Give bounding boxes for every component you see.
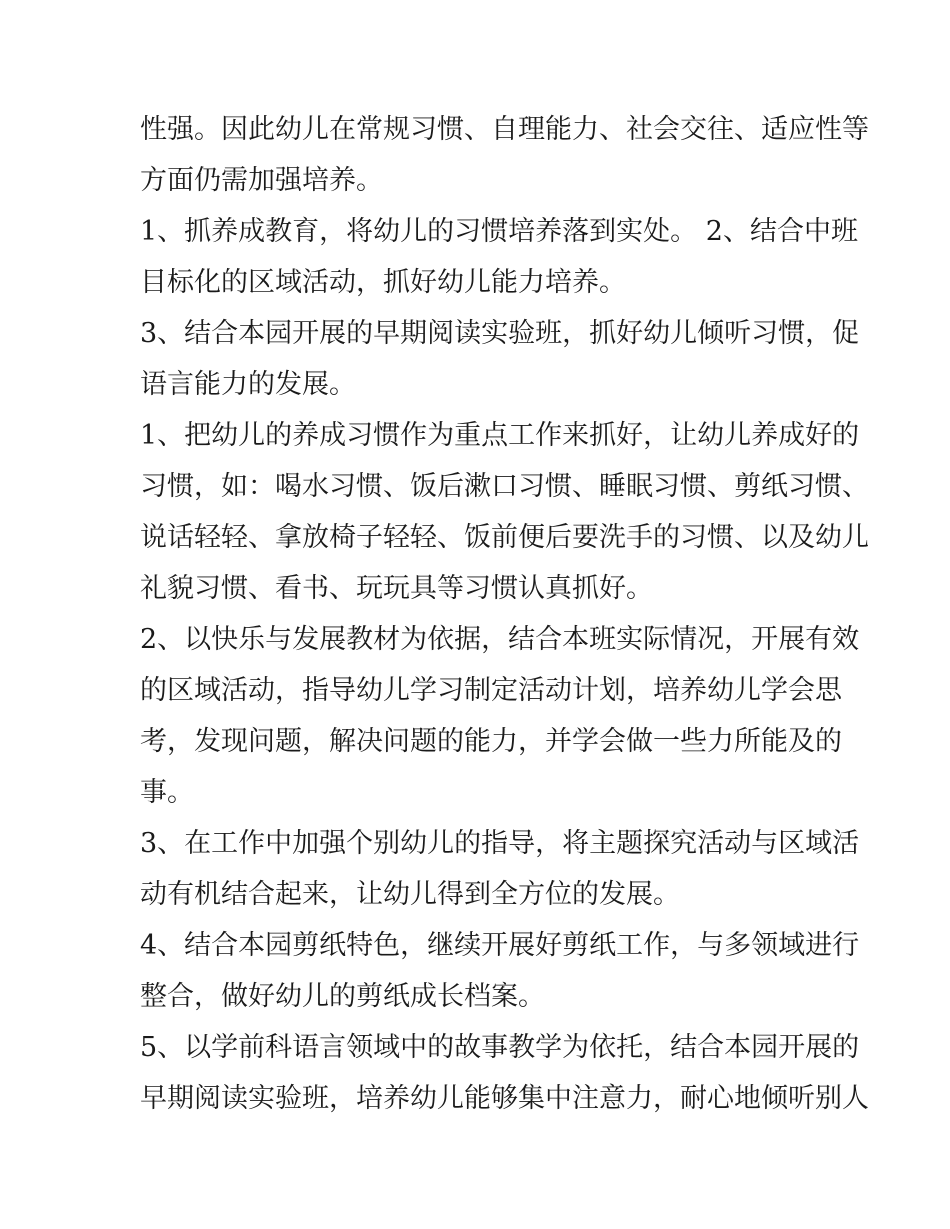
text-line: 5、以学前科语言领域中的故事教学为依托，结合本园开展的 [140,1032,860,1063]
text-line: 1、抓养成教育，将幼儿的习惯培养落到实处。 2、结合中班 [140,216,858,247]
text-line: 3、结合本园开展的早期阅读实验班，抓好幼儿倾听习惯，促 [140,318,860,349]
text-line: 考，发现问题，解决问题的能力，并学会做一些力所能及的 [140,726,842,757]
text-line: 方面仍需加强培养。 [140,165,383,196]
text-line: 说话轻轻、拿放椅子轻轻、饭前便后要洗手的习惯、以及幼儿 [140,522,869,553]
text-line: 事。 [140,777,194,808]
text-line: 习惯，如：喝水习惯、饭后漱口习惯、睡眠习惯、剪纸习惯、 [140,471,869,502]
text-line: 1、把幼儿的养成习惯作为重点工作来抓好，让幼儿养成好的 [140,420,860,451]
text-line: 早期阅读实验班，培养幼儿能够集中注意力，耐心地倾听别人 [140,1083,869,1114]
text-line: 的区域活动，指导幼儿学习制定活动计划，培养幼儿学会思 [140,675,842,706]
text-line: 礼貌习惯、看书、玩玩具等习惯认真抓好。 [140,573,653,604]
text-line: 动有机结合起来，让幼儿得到全方位的发展。 [140,879,680,910]
text-line: 2、以快乐与发展教材为依据，结合本班实际情况，开展有效 [140,624,860,655]
text-line: 目标化的区域活动，抓好幼儿能力培养。 [140,267,626,298]
text-line: 整合，做好幼儿的剪纸成长档案。 [140,981,545,1012]
text-line: 语言能力的发展。 [140,369,356,400]
text-line: 4、结合本园剪纸特色，继续开展好剪纸工作，与多领域进行 [140,930,860,961]
text-line: 3、在工作中加强个别幼儿的指导，将主题探究活动与区域活 [140,828,860,859]
text-line: 性强。因此幼儿在常规习惯、自理能力、社会交往、适应性等 [140,114,869,145]
